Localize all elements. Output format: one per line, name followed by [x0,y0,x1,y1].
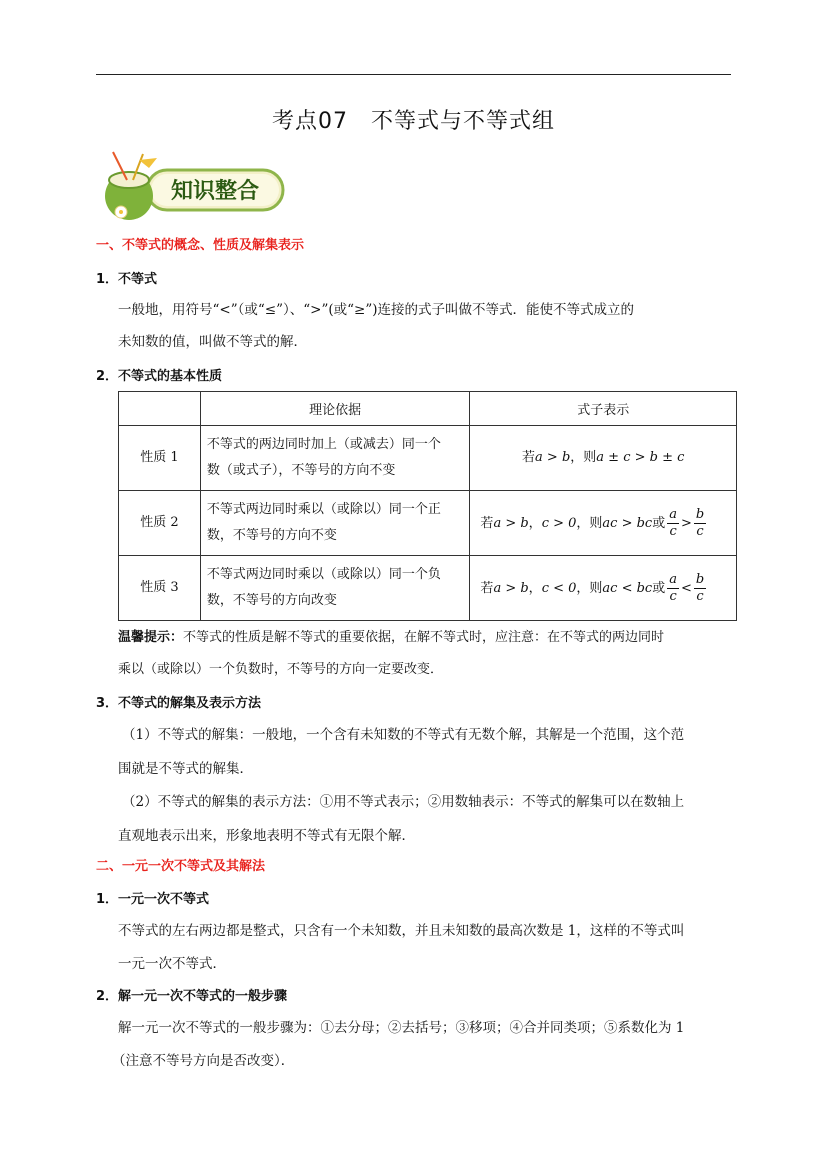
section2-heading: 二、一元一次不等式及其解法 [96,859,266,874]
s2-sub2-line-2: （注意不等号方向是否改变）． [112,1053,295,1069]
header-cell: 理论依据 [200,392,470,426]
formula-operator: > [681,515,692,531]
s2-sub1-line-1: 不等式的左右两边都是整式，只含有一个未知数，并且未知数的最高次数是 1，这样的不等式叫 [118,923,685,939]
knowledge-badge [99,150,289,222]
formula-text: ，则 [576,580,603,596]
fraction-numerator: a [669,571,677,587]
basis-line: 不等式两边同时乘以（或除以）同一个负 [206,567,441,582]
formula-text: 若 [480,515,494,531]
s2-sub1-line-2: 一元一次不等式． [118,956,226,972]
formula-text: ，则 [570,450,597,465]
s2-sub2-line-1: 解一元一次不等式的一般步骤为：①去分母；②去括号；③移项；④合并同类项；⑤系数化为 1 [118,1020,685,1036]
formula-math: ac > bc [602,515,653,531]
basis-line: 数，不等号的方向不变 [206,528,337,543]
sub3-heading: 3．不等式的解集及表示方法 [96,696,262,711]
table-header-row [119,392,737,426]
fraction-denominator: c [696,523,704,539]
section1-heading: 一、不等式的概念、性质及解集表示 [96,238,305,253]
coconut-icon [105,152,157,220]
property-basis [200,491,470,556]
formula-math: c < 0 [541,580,577,596]
basis-line: 数，不等号的方向改变 [206,593,337,608]
properties-table [118,391,737,621]
formula-math: c > 0 [541,515,577,531]
fraction [667,507,679,540]
fraction [694,572,706,605]
formula-operator: < [681,580,692,596]
top-rule [96,74,731,75]
formula-text: 若 [522,450,536,465]
property-name: 性质 3 [119,556,201,621]
formula-text: 或 [652,515,666,531]
tip-label: 温馨提示： [118,630,184,645]
property-formula [470,491,737,556]
basis-line: 不等式两边同时乘以（或除以）同一个正 [206,502,441,517]
table-row [119,426,737,491]
property-name: 性质 1 [119,426,201,491]
fraction-numerator: b [695,571,705,587]
formula-text: ，则 [576,515,603,531]
header-cell: 式子表示 [470,392,737,426]
tip-text: 不等式的性质是解不等式的重要依据，在解不等式时，应注意：在不等式的两边同时 [183,630,665,645]
sub1-heading: 1．不等式 [96,272,158,287]
basis-line: 数（或式子），不等号的方向不变 [206,463,396,478]
fraction-denominator: c [669,523,677,539]
table-row [119,556,737,621]
sub1-line-1: 一般地，用符号“<”（或“≤”）、“>”(或“≥”)连接的式子叫做不等式．能使不等式成立的 [118,302,634,318]
basis-line: 不等式的两边同时加上（或减去）同一个 [206,437,441,452]
property-basis [200,426,470,491]
sub3-line-2: 围就是不等式的解集． [118,761,253,777]
sub2-heading: 2．不等式的基本性质 [96,369,223,384]
formula-text: 若 [480,580,494,596]
formula-math: a ± c > b ± c [596,450,685,465]
formula-math: a > b [493,580,529,596]
formula-math: a > b [535,450,571,465]
header-cell [119,392,201,426]
badge-label: 知识整合 [170,179,260,204]
s2-sub2-heading: 2．解一元一次不等式的一般步骤 [96,989,288,1004]
sub3-line-4: 直观地表示出来，形象地表明不等式有无限个解． [118,828,415,844]
formula-math: a > b [493,515,529,531]
page-title: 考点07 不等式与不等式组 [272,109,555,134]
tip-line-2: 乘以（或除以）一个负数时，不等号的方向一定要改变． [118,662,444,677]
s2-sub1-heading: 1．一元一次不等式 [96,892,210,907]
sub3-line-3: （2）不等式的解集的表示方法：①用不等式表示；②用数轴表示：不等式的解集可以在数轴上 [122,794,685,810]
formula-text: ， [528,515,542,531]
table-row [119,491,737,556]
fraction [667,572,679,605]
fraction-numerator: b [695,506,705,522]
property-formula [470,556,737,621]
property-formula [470,426,737,491]
sub1-line-2: 未知数的值，叫做不等式的解． [118,334,307,350]
tip-line-1 [118,622,664,654]
sub3-line-1: （1）不等式的解集：一般地，一个含有未知数的不等式有无数个解，其解是一个范围，这个范 [122,727,685,743]
fraction-denominator: c [696,588,704,604]
property-basis [200,556,470,621]
formula-text: 或 [652,580,666,596]
formula-text: ， [528,580,542,596]
fraction [694,507,706,540]
formula-math: ac < bc [602,580,653,596]
property-name: 性质 2 [119,491,201,556]
fraction-numerator: a [669,506,677,522]
fraction-denominator: c [669,588,677,604]
